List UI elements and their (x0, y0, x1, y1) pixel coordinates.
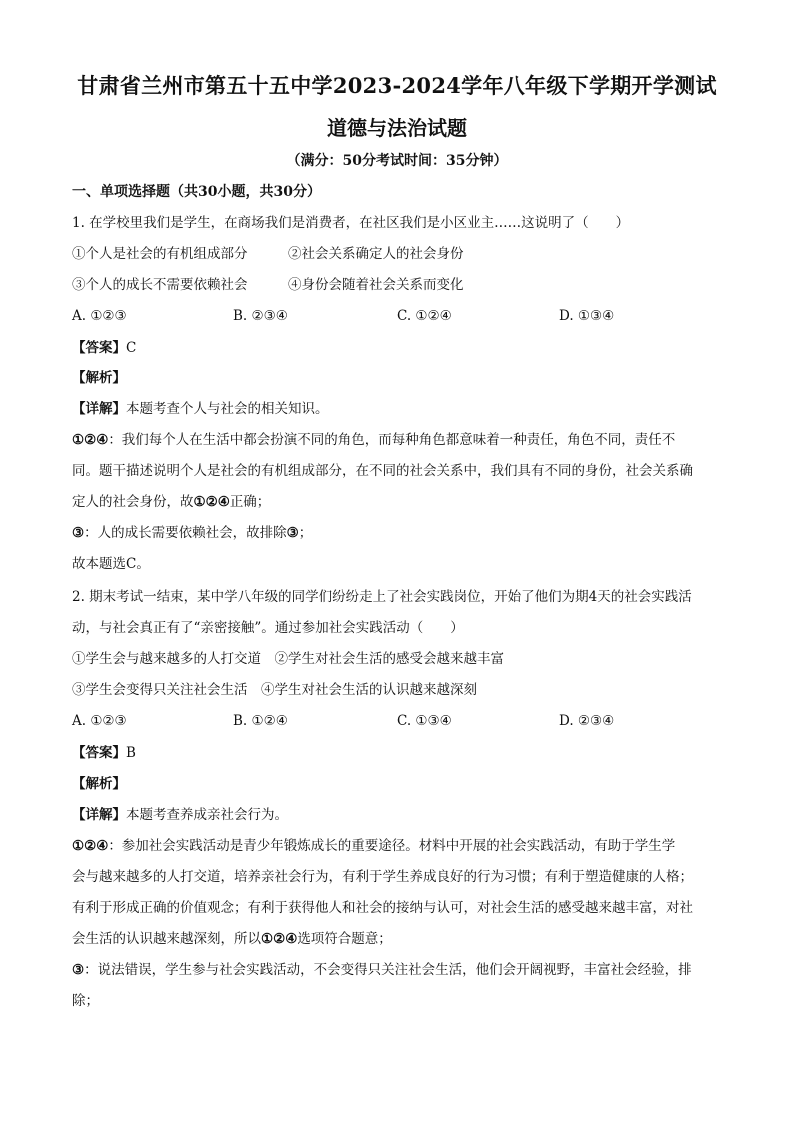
answer-label: 【答案】 (72, 340, 126, 356)
q1-explanation-line-1 (72, 431, 675, 449)
q1-exp2-a: ：人的成长需要依赖社会，故排除 (84, 525, 287, 541)
q1-explanation-line-4 (72, 524, 312, 542)
q2-analysis-label: 【解析】 (72, 776, 126, 792)
answer-label: 【答案】 (72, 745, 126, 761)
q2-exp2-text: ：说法错误，学生参与社会实践活动，不会变得只关注社会生活，他们会开阔视野，丰富社会经验，排 (84, 962, 692, 978)
q2-option-c: C. ①③④ (397, 713, 452, 729)
q2-option-b: B. ①②④ (233, 713, 288, 729)
q2-explanation-line-1 (72, 837, 675, 855)
q1-exp1-l3a: 定人的社会身份，故 (72, 494, 194, 510)
q1-exp1-l3c: 正确； (229, 494, 271, 510)
q2-explanation-line-6: 除； (72, 993, 99, 1009)
q1-detail-text: 本题考查个人与社会的相关知识。 (126, 401, 329, 417)
q2-detail-line (72, 806, 288, 824)
q2-exp1-l4c: 选项符合题意； (297, 931, 392, 947)
q1-stem: 1. 在学校里我们是学生，在商场我们是消费者，在社区我们是小区业主……这说明了（ ） (72, 215, 630, 231)
q1-option-b: B. ②③④ (233, 308, 288, 324)
detail-label: 【详解】 (72, 401, 126, 417)
q2-statements-3-4: ③学生会变得只关注社会生活 ④学生对社会生活的认识越来越深刻 (72, 682, 477, 698)
q2-statements-1-2: ①学生会与越来越多的人打交道 ②学生对社会生活的感受会越来越丰富 (72, 651, 504, 667)
q2-explanation-line-3: 有利于形成正确的价值观念；有利于获得他人和社会的接纳与认可，对社会生活的感受越来越丰富，对社 (72, 900, 693, 916)
q2-answer-value: B (126, 745, 136, 761)
q2-exp1-lead: ①②④ (72, 838, 109, 854)
q2-detail-text: 本题考查养成亲社会行为。 (126, 807, 288, 823)
q2-explanation-line-2: 会与越来越多的人打交道，培养亲社会行为，有利于学生养成良好的行为习惯；有利于塑造健康的人格； (72, 869, 693, 885)
q2-stem-line-1: 2. 期末考试一结束，某中学八年级的同学们纷纷走上了社会实践岗位，开始了他们为期4天的社会实践活 (72, 589, 692, 605)
q1-exp2-lead: ③ (72, 525, 85, 541)
q1-statement-1: ①个人是社会的有机组成部分 (72, 246, 248, 262)
q1-exp2-b: ③ (286, 525, 299, 541)
q2-stem-line-2: 动，与社会真正有了“亲密接触”。通过参加社会实践活动（ ） (72, 620, 464, 636)
q1-conclusion: 故本题选C。 (72, 556, 150, 572)
q1-explanation-line-2: 同。题干描述说明个人是社会的有机组成部分，在不同的社会关系中，我们具有不同的身份，社会关系确 (72, 463, 693, 479)
q2-exp1-l4b: ①②④ (261, 931, 298, 947)
subject-title: 道德与法治试题 (327, 116, 467, 140)
section-heading: 一、单项选择题（共30小题，共30分） (72, 184, 321, 200)
q1-explanation-line-3 (72, 493, 270, 511)
q2-option-a: A. ①②③ (72, 713, 127, 729)
q2-option-d: D. ②③④ (559, 713, 615, 729)
q1-answer-line (72, 339, 136, 357)
q2-explanation-line-4 (72, 930, 392, 948)
detail-label: 【详解】 (72, 807, 126, 823)
q1-statement-2: ②社会关系确定人的社会身份 (288, 246, 464, 262)
q1-analysis-label: 【解析】 (72, 370, 126, 386)
q2-exp2-lead: ③ (72, 962, 85, 978)
q2-answer-line (72, 744, 136, 762)
q1-exp1-text: ：我们每个人在生活中都会扮演不同的角色，而每种角色都意味着一种责任，角色不同，责任不 (108, 432, 676, 448)
q2-explanation-line-5 (72, 961, 692, 979)
q2-exp1-text: ：参加社会实践活动是青少年锻炼成长的重要途径。材料中开展的社会实践活动，有助于学生学 (108, 838, 676, 854)
document-title: 甘肃省兰州市第五十五中学2023-2024学年八年级下学期开学测试 (77, 73, 717, 98)
q1-exp1-l3b: ①②④ (193, 494, 230, 510)
q1-option-a: A. ①②③ (72, 308, 127, 324)
q1-statement-4: ④身份会随着社会关系而变化 (288, 277, 464, 293)
exam-info: （满分：50分考试时间：35分钟） (286, 153, 508, 169)
q1-option-d: D. ①③④ (559, 308, 615, 324)
q1-answer-value: C (126, 340, 137, 356)
q1-exp1-lead: ①②④ (72, 432, 109, 448)
q1-statement-3: ③个人的成长不需要依赖社会 (72, 277, 248, 293)
q1-option-c: C. ①②④ (397, 308, 452, 324)
q2-exp1-l4a: 会生活的认识越来越深刻，所以 (72, 931, 261, 947)
q1-detail-line (72, 400, 329, 418)
q1-exp2-c: ； (298, 525, 313, 541)
